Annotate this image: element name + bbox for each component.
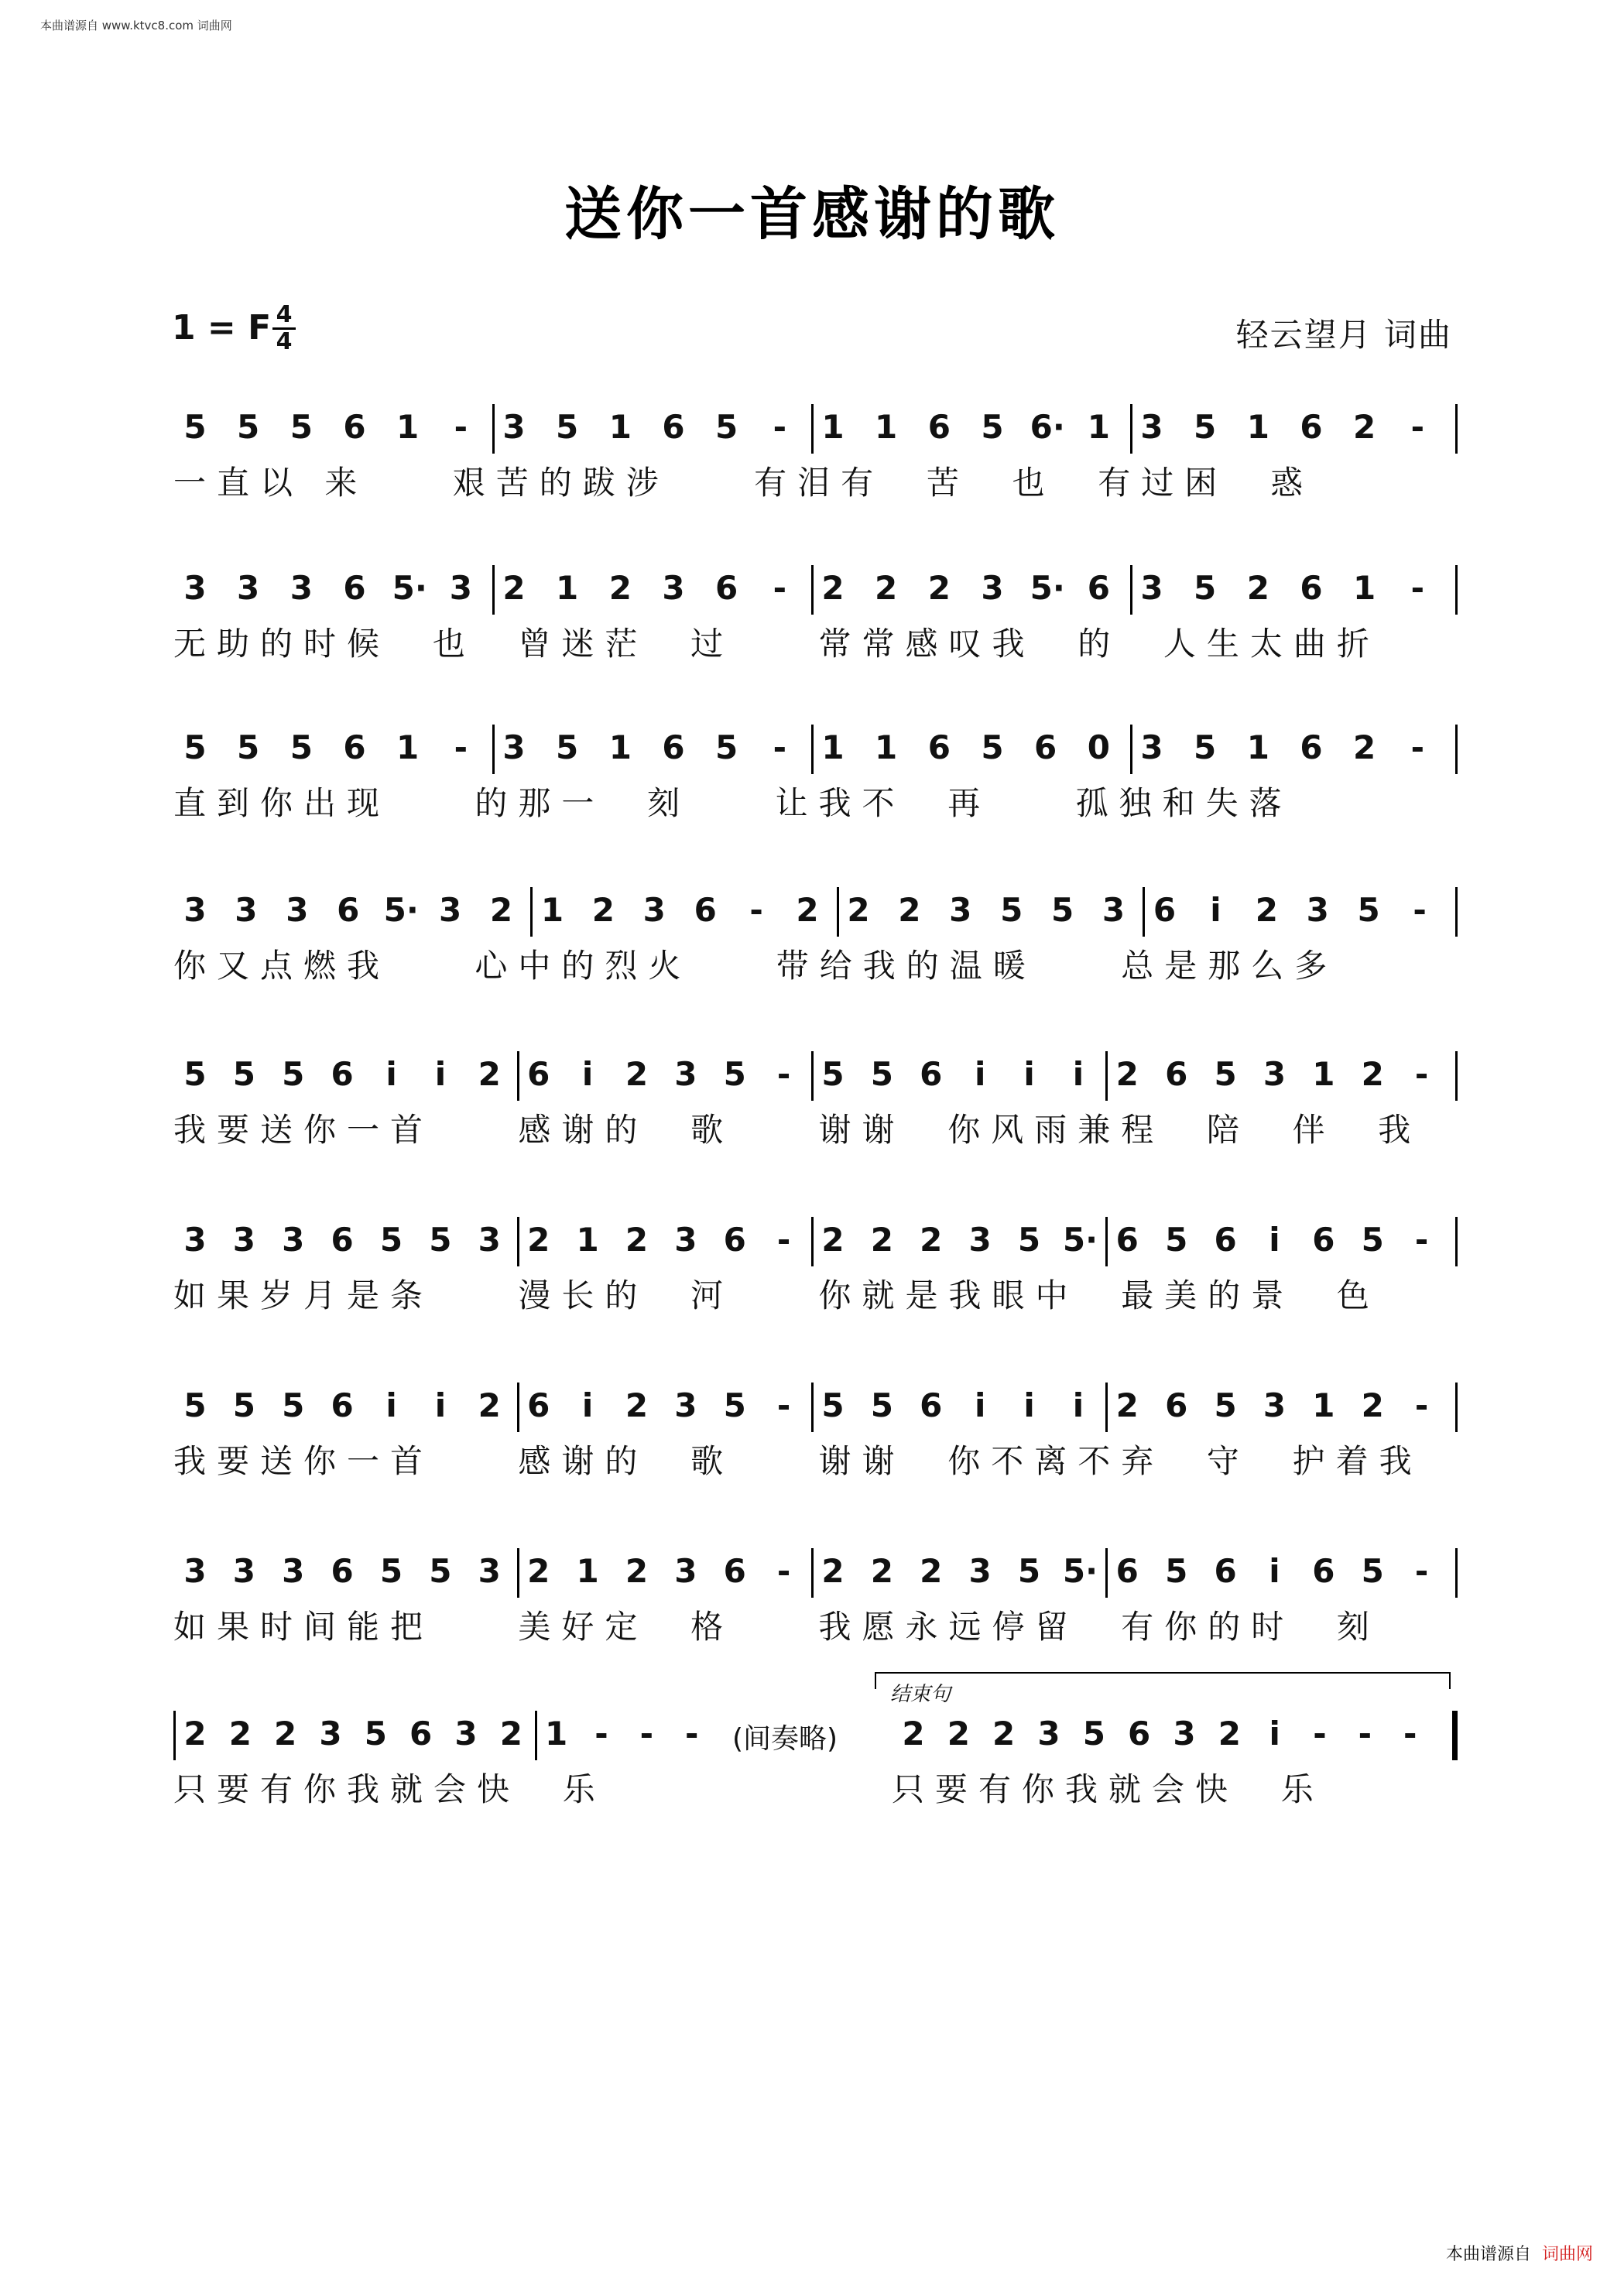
bar-line	[811, 1217, 814, 1266]
note: 5	[1165, 1552, 1188, 1590]
note: 2	[870, 1221, 893, 1259]
note: 3	[232, 1221, 255, 1259]
bar-line	[1130, 565, 1132, 615]
note: 6	[331, 1552, 354, 1590]
note: 6	[927, 408, 951, 446]
note: 6	[920, 1386, 943, 1424]
note: 1	[875, 408, 898, 446]
note: 5	[183, 408, 207, 446]
bar-line	[535, 1711, 537, 1760]
note: 6	[409, 1715, 433, 1753]
note: 5	[1361, 1221, 1384, 1259]
bar-line	[811, 1383, 814, 1432]
note: 3	[183, 1552, 207, 1590]
note: 5	[1165, 1221, 1188, 1259]
note: i	[974, 1386, 986, 1424]
bar-line	[1455, 1383, 1458, 1432]
bar-line	[517, 1383, 519, 1432]
note: 3	[674, 1386, 697, 1424]
ending-note: 2	[992, 1715, 1016, 1753]
bar-line	[1455, 565, 1458, 615]
bar-line	[811, 404, 814, 454]
note: 2	[591, 891, 615, 929]
note: 2	[527, 1221, 550, 1259]
note: 5	[290, 408, 313, 446]
note: 6	[1115, 1221, 1139, 1259]
note: 3	[1140, 728, 1163, 766]
note: 2	[1353, 728, 1376, 766]
note: 6	[1214, 1552, 1237, 1590]
note: 3	[438, 891, 462, 929]
ending-note: -	[1358, 1715, 1372, 1753]
bar-line	[1455, 1051, 1458, 1101]
interlude-label: (间奏略)	[732, 1723, 838, 1755]
note: 1	[556, 569, 579, 607]
note: 6	[1300, 569, 1323, 607]
note: 5	[1017, 1552, 1041, 1590]
key-signature: 1 = F	[172, 308, 272, 348]
note: 2	[625, 1055, 649, 1093]
note: 1	[576, 1221, 599, 1259]
note: 1	[821, 728, 845, 766]
note: 6	[662, 728, 685, 766]
bar-line	[1130, 404, 1132, 454]
note: 2	[920, 1221, 943, 1259]
note: 2	[274, 1715, 297, 1753]
note: i	[1023, 1055, 1035, 1093]
note: 5	[1194, 728, 1217, 766]
note: 6	[1312, 1552, 1335, 1590]
note: 2	[1353, 408, 1376, 446]
note: 5	[237, 408, 260, 446]
note: 2	[870, 1552, 893, 1590]
ending-bracket	[875, 1672, 1451, 1689]
note: 2	[1115, 1386, 1139, 1424]
note: 3	[968, 1552, 992, 1590]
note: 6	[331, 1221, 354, 1259]
note: 6	[1300, 408, 1323, 446]
time-signature-top: 4	[276, 301, 293, 328]
bar-line	[173, 1711, 176, 1760]
note: 2	[821, 569, 845, 607]
note: 5	[1194, 408, 1217, 446]
note: 3	[183, 1221, 207, 1259]
note: 6	[1300, 728, 1323, 766]
note: 5	[183, 1055, 207, 1093]
note: 5	[723, 1055, 746, 1093]
note: 5	[1051, 891, 1074, 929]
note: 2	[478, 1386, 501, 1424]
note: 1	[540, 891, 564, 929]
final-bar-line	[1452, 1711, 1458, 1760]
note: 6	[1115, 1552, 1139, 1590]
note: -	[454, 728, 468, 766]
note: -	[773, 569, 787, 607]
note: 1	[608, 728, 632, 766]
note: 5	[379, 1552, 403, 1590]
note: i	[581, 1055, 594, 1093]
note: 6	[927, 728, 951, 766]
note: 2	[527, 1552, 550, 1590]
lyric-line: 如果时间能把 美好定 格 我愿永远停留 有你的时 刻	[173, 1608, 1380, 1646]
note: 5	[981, 728, 1004, 766]
bar-line	[1455, 725, 1458, 774]
note: 3	[454, 1715, 478, 1753]
ending-lyric-line: 只要有你我就会快 乐	[892, 1770, 1324, 1808]
note: 1	[608, 408, 632, 446]
note: 5	[1214, 1055, 1237, 1093]
note: 6	[343, 569, 366, 607]
note: 3	[478, 1221, 501, 1259]
note: i	[385, 1386, 397, 1424]
note: i	[1072, 1055, 1084, 1093]
note: 2	[1255, 891, 1278, 929]
note: 3	[642, 891, 666, 929]
note: 2	[228, 1715, 252, 1753]
note: 6	[1034, 728, 1057, 766]
note: 6	[343, 728, 366, 766]
note: 5·	[1062, 1552, 1098, 1590]
note: 1	[1246, 408, 1269, 446]
note: -	[776, 1221, 791, 1259]
lyric-line: 我要送你一首 感谢的 歌 谢谢 你不离不弃 守 护着我	[173, 1442, 1423, 1480]
lyric-line: 我要送你一首 感谢的 歌 谢谢 你风雨兼程 陪 伴 我	[173, 1111, 1422, 1149]
note: i	[974, 1055, 986, 1093]
ending-note: 3	[1037, 1715, 1060, 1753]
note: 5	[1017, 1221, 1041, 1259]
note: i	[1269, 1552, 1280, 1590]
note: 2	[625, 1221, 649, 1259]
note: 6	[920, 1055, 943, 1093]
ending-note: i	[1269, 1715, 1280, 1753]
note: 5	[282, 1055, 305, 1093]
note: -	[684, 1715, 699, 1753]
note: 2	[625, 1552, 649, 1590]
note: 5	[821, 1386, 845, 1424]
note: 5	[290, 728, 313, 766]
note: 6	[715, 569, 738, 607]
note: 5	[723, 1386, 746, 1424]
note: 2	[1115, 1055, 1139, 1093]
lyric-line: 只要有你我就会快 乐	[173, 1770, 606, 1808]
note: 6	[527, 1386, 550, 1424]
note: 3	[282, 1221, 305, 1259]
ending-note: -	[1403, 1715, 1417, 1753]
note: 3	[232, 1552, 255, 1590]
note: 3	[1263, 1386, 1287, 1424]
ending-note: 6	[1128, 1715, 1151, 1753]
note: 6	[331, 1386, 354, 1424]
note: -	[776, 1055, 791, 1093]
note: 2	[183, 1715, 207, 1753]
note: 6	[1165, 1055, 1188, 1093]
note: 3	[237, 569, 260, 607]
note: 6·	[1030, 408, 1065, 446]
note: 3	[674, 1552, 697, 1590]
note: 1	[396, 728, 420, 766]
bar-line	[1455, 887, 1458, 937]
note: 2	[821, 1221, 845, 1259]
note: 5	[232, 1055, 255, 1093]
bar-line	[1143, 887, 1145, 937]
note: 2	[625, 1386, 649, 1424]
note: 3	[968, 1221, 992, 1259]
note: 1	[1246, 728, 1269, 766]
note: 0	[1087, 728, 1110, 766]
note: 5	[870, 1055, 893, 1093]
note: 5	[715, 728, 738, 766]
bar-line	[1105, 1548, 1108, 1598]
note: 3	[502, 728, 526, 766]
note: 6	[331, 1055, 354, 1093]
note: 5	[556, 408, 579, 446]
note: 6	[337, 891, 360, 929]
ending-label: 结束句	[890, 1683, 951, 1706]
note: -	[1413, 891, 1427, 929]
note: 6	[694, 891, 717, 929]
note: 5	[237, 728, 260, 766]
note: 2	[502, 569, 526, 607]
ending-note: 2	[902, 1715, 925, 1753]
note: 3	[1102, 891, 1125, 929]
bar-line	[1455, 404, 1458, 454]
bar-line	[1455, 1548, 1458, 1598]
note: -	[1414, 1055, 1429, 1093]
note: 5	[1357, 891, 1380, 929]
note: i	[434, 1055, 447, 1093]
bar-line	[492, 404, 495, 454]
note: 6	[662, 408, 685, 446]
bar-line	[811, 1051, 814, 1101]
bar-line	[811, 1548, 814, 1598]
note: 1	[1353, 569, 1376, 607]
note: -	[594, 1715, 608, 1753]
note: 2	[821, 1552, 845, 1590]
bar-line	[1105, 1217, 1108, 1266]
note: 2	[478, 1055, 501, 1093]
note: 2	[875, 569, 898, 607]
note: 6	[1087, 569, 1110, 607]
note: 3	[1140, 408, 1163, 446]
ending-note: 2	[1218, 1715, 1241, 1753]
note: -	[454, 408, 468, 446]
note: 1	[576, 1552, 599, 1590]
note: i	[1269, 1221, 1280, 1259]
bar-line	[1105, 1383, 1108, 1432]
note: 3	[1140, 569, 1163, 607]
note: 5	[981, 408, 1004, 446]
note: -	[749, 891, 763, 929]
note: 5	[232, 1386, 255, 1424]
note: 3	[949, 891, 972, 929]
lyric-line: 如果岁月是条 漫长的 河 你就是我眼中 最美的景 色	[173, 1276, 1380, 1314]
note: 5·	[383, 891, 419, 929]
note: -	[1414, 1552, 1429, 1590]
side-decoration-left	[5, 31, 12, 2251]
note: 2	[1246, 569, 1269, 607]
note: 5	[1000, 891, 1023, 929]
note: 1	[821, 408, 845, 446]
ending-note: 3	[1173, 1715, 1196, 1753]
note: -	[776, 1552, 791, 1590]
note: 3	[282, 1552, 305, 1590]
note: 6	[1153, 891, 1177, 929]
note: 1	[545, 1715, 568, 1753]
bar-line	[492, 565, 495, 615]
footer-source: 本曲谱源自	[1445, 2245, 1531, 2264]
note: 6	[1312, 1221, 1335, 1259]
note: -	[1410, 408, 1425, 446]
note: 5	[282, 1386, 305, 1424]
note: 3	[674, 1221, 697, 1259]
note: -	[776, 1386, 791, 1424]
ending-note: 5	[1082, 1715, 1105, 1753]
note: 2	[1361, 1386, 1384, 1424]
credit: 轻云望月 词曲	[1235, 316, 1452, 354]
note: -	[773, 728, 787, 766]
note: 3	[449, 569, 472, 607]
note: 5	[364, 1715, 387, 1753]
lyric-line: 直到你出现 的那一 刻 让我不 再 孤独和失落	[173, 784, 1293, 822]
note: i	[434, 1386, 447, 1424]
ending-note: 2	[947, 1715, 970, 1753]
note: 5·	[1030, 569, 1065, 607]
note: i	[385, 1055, 397, 1093]
note: 5	[556, 728, 579, 766]
note: 3	[981, 569, 1004, 607]
note: 5	[429, 1221, 452, 1259]
lyric-line: 无助的时候 也 曾迷茫 过 常常感叹我 的 人生太曲折	[173, 625, 1380, 663]
note: 2	[1361, 1055, 1384, 1093]
note: 5	[1194, 569, 1217, 607]
watermark-top: 本曲谱源自 www.ktvc8.com 词曲网	[40, 19, 232, 33]
bar-line	[492, 725, 495, 774]
note: 5	[379, 1221, 403, 1259]
note: 1	[1312, 1055, 1335, 1093]
note: 6	[723, 1552, 746, 1590]
time-signature	[272, 303, 296, 354]
note: 5	[429, 1552, 452, 1590]
note: 1	[1312, 1386, 1335, 1424]
note: -	[1414, 1221, 1429, 1259]
note: i	[581, 1386, 594, 1424]
note: 6	[1165, 1386, 1188, 1424]
note: 5	[715, 408, 738, 446]
note: 5	[183, 1386, 207, 1424]
bar-line	[811, 565, 814, 615]
note: 2	[489, 891, 513, 929]
note: 1	[875, 728, 898, 766]
note: 3	[183, 891, 207, 929]
footer-site: 词曲网	[1541, 2245, 1593, 2264]
note: 3	[319, 1715, 342, 1753]
note: 3	[662, 569, 685, 607]
note: 5	[183, 728, 207, 766]
note: 3	[1306, 891, 1329, 929]
note: -	[773, 408, 787, 446]
bar-line	[811, 725, 814, 774]
note: 2	[499, 1715, 522, 1753]
note: 6	[527, 1055, 550, 1093]
note: 2	[847, 891, 870, 929]
note: 3	[1263, 1055, 1287, 1093]
note: 6	[343, 408, 366, 446]
time-signature-bottom: 4	[276, 328, 293, 355]
note: 2	[608, 569, 632, 607]
bar-line	[517, 1548, 519, 1598]
note: 3	[286, 891, 309, 929]
note: 5·	[1062, 1221, 1098, 1259]
note: 3	[183, 569, 207, 607]
note: 2	[898, 891, 921, 929]
note: 1	[396, 408, 420, 446]
note: -	[1410, 569, 1425, 607]
lyric-line: 一直以 来 艰苦的跋涉 有泪有 苦 也 有过困 惑	[173, 464, 1314, 502]
note: 3	[290, 569, 313, 607]
side-decoration-right	[1612, 31, 1619, 2251]
note: 6	[1214, 1221, 1237, 1259]
note: 2	[920, 1552, 943, 1590]
note: 2	[927, 569, 951, 607]
footer	[1446, 2241, 1593, 2265]
note: 3	[674, 1055, 697, 1093]
note: -	[1414, 1386, 1429, 1424]
bar-line	[517, 1051, 519, 1101]
bar-line	[1455, 1217, 1458, 1266]
bar-line	[837, 887, 839, 937]
note: i	[1023, 1386, 1035, 1424]
bar-line	[530, 887, 533, 937]
note: 5·	[392, 569, 427, 607]
song-title: 送你一首感谢的歌	[564, 181, 1060, 248]
bar-line	[517, 1217, 519, 1266]
note: 3	[502, 408, 526, 446]
note: i	[1072, 1386, 1084, 1424]
note: 6	[723, 1221, 746, 1259]
note: -	[1410, 728, 1425, 766]
lyric-line: 你又点燃我 心中的烈火 带给我的温暖 总是那么多	[173, 947, 1338, 985]
note: 3	[478, 1552, 501, 1590]
note: i	[1210, 891, 1221, 929]
note: 5	[1214, 1386, 1237, 1424]
note: 5	[821, 1055, 845, 1093]
note: 2	[796, 891, 819, 929]
bar-line	[1105, 1051, 1108, 1101]
note: -	[639, 1715, 654, 1753]
note: 3	[235, 891, 258, 929]
note: 5	[1361, 1552, 1384, 1590]
bar-line	[1130, 725, 1132, 774]
note: 5	[870, 1386, 893, 1424]
ending-note: -	[1313, 1715, 1327, 1753]
note: 1	[1087, 408, 1110, 446]
